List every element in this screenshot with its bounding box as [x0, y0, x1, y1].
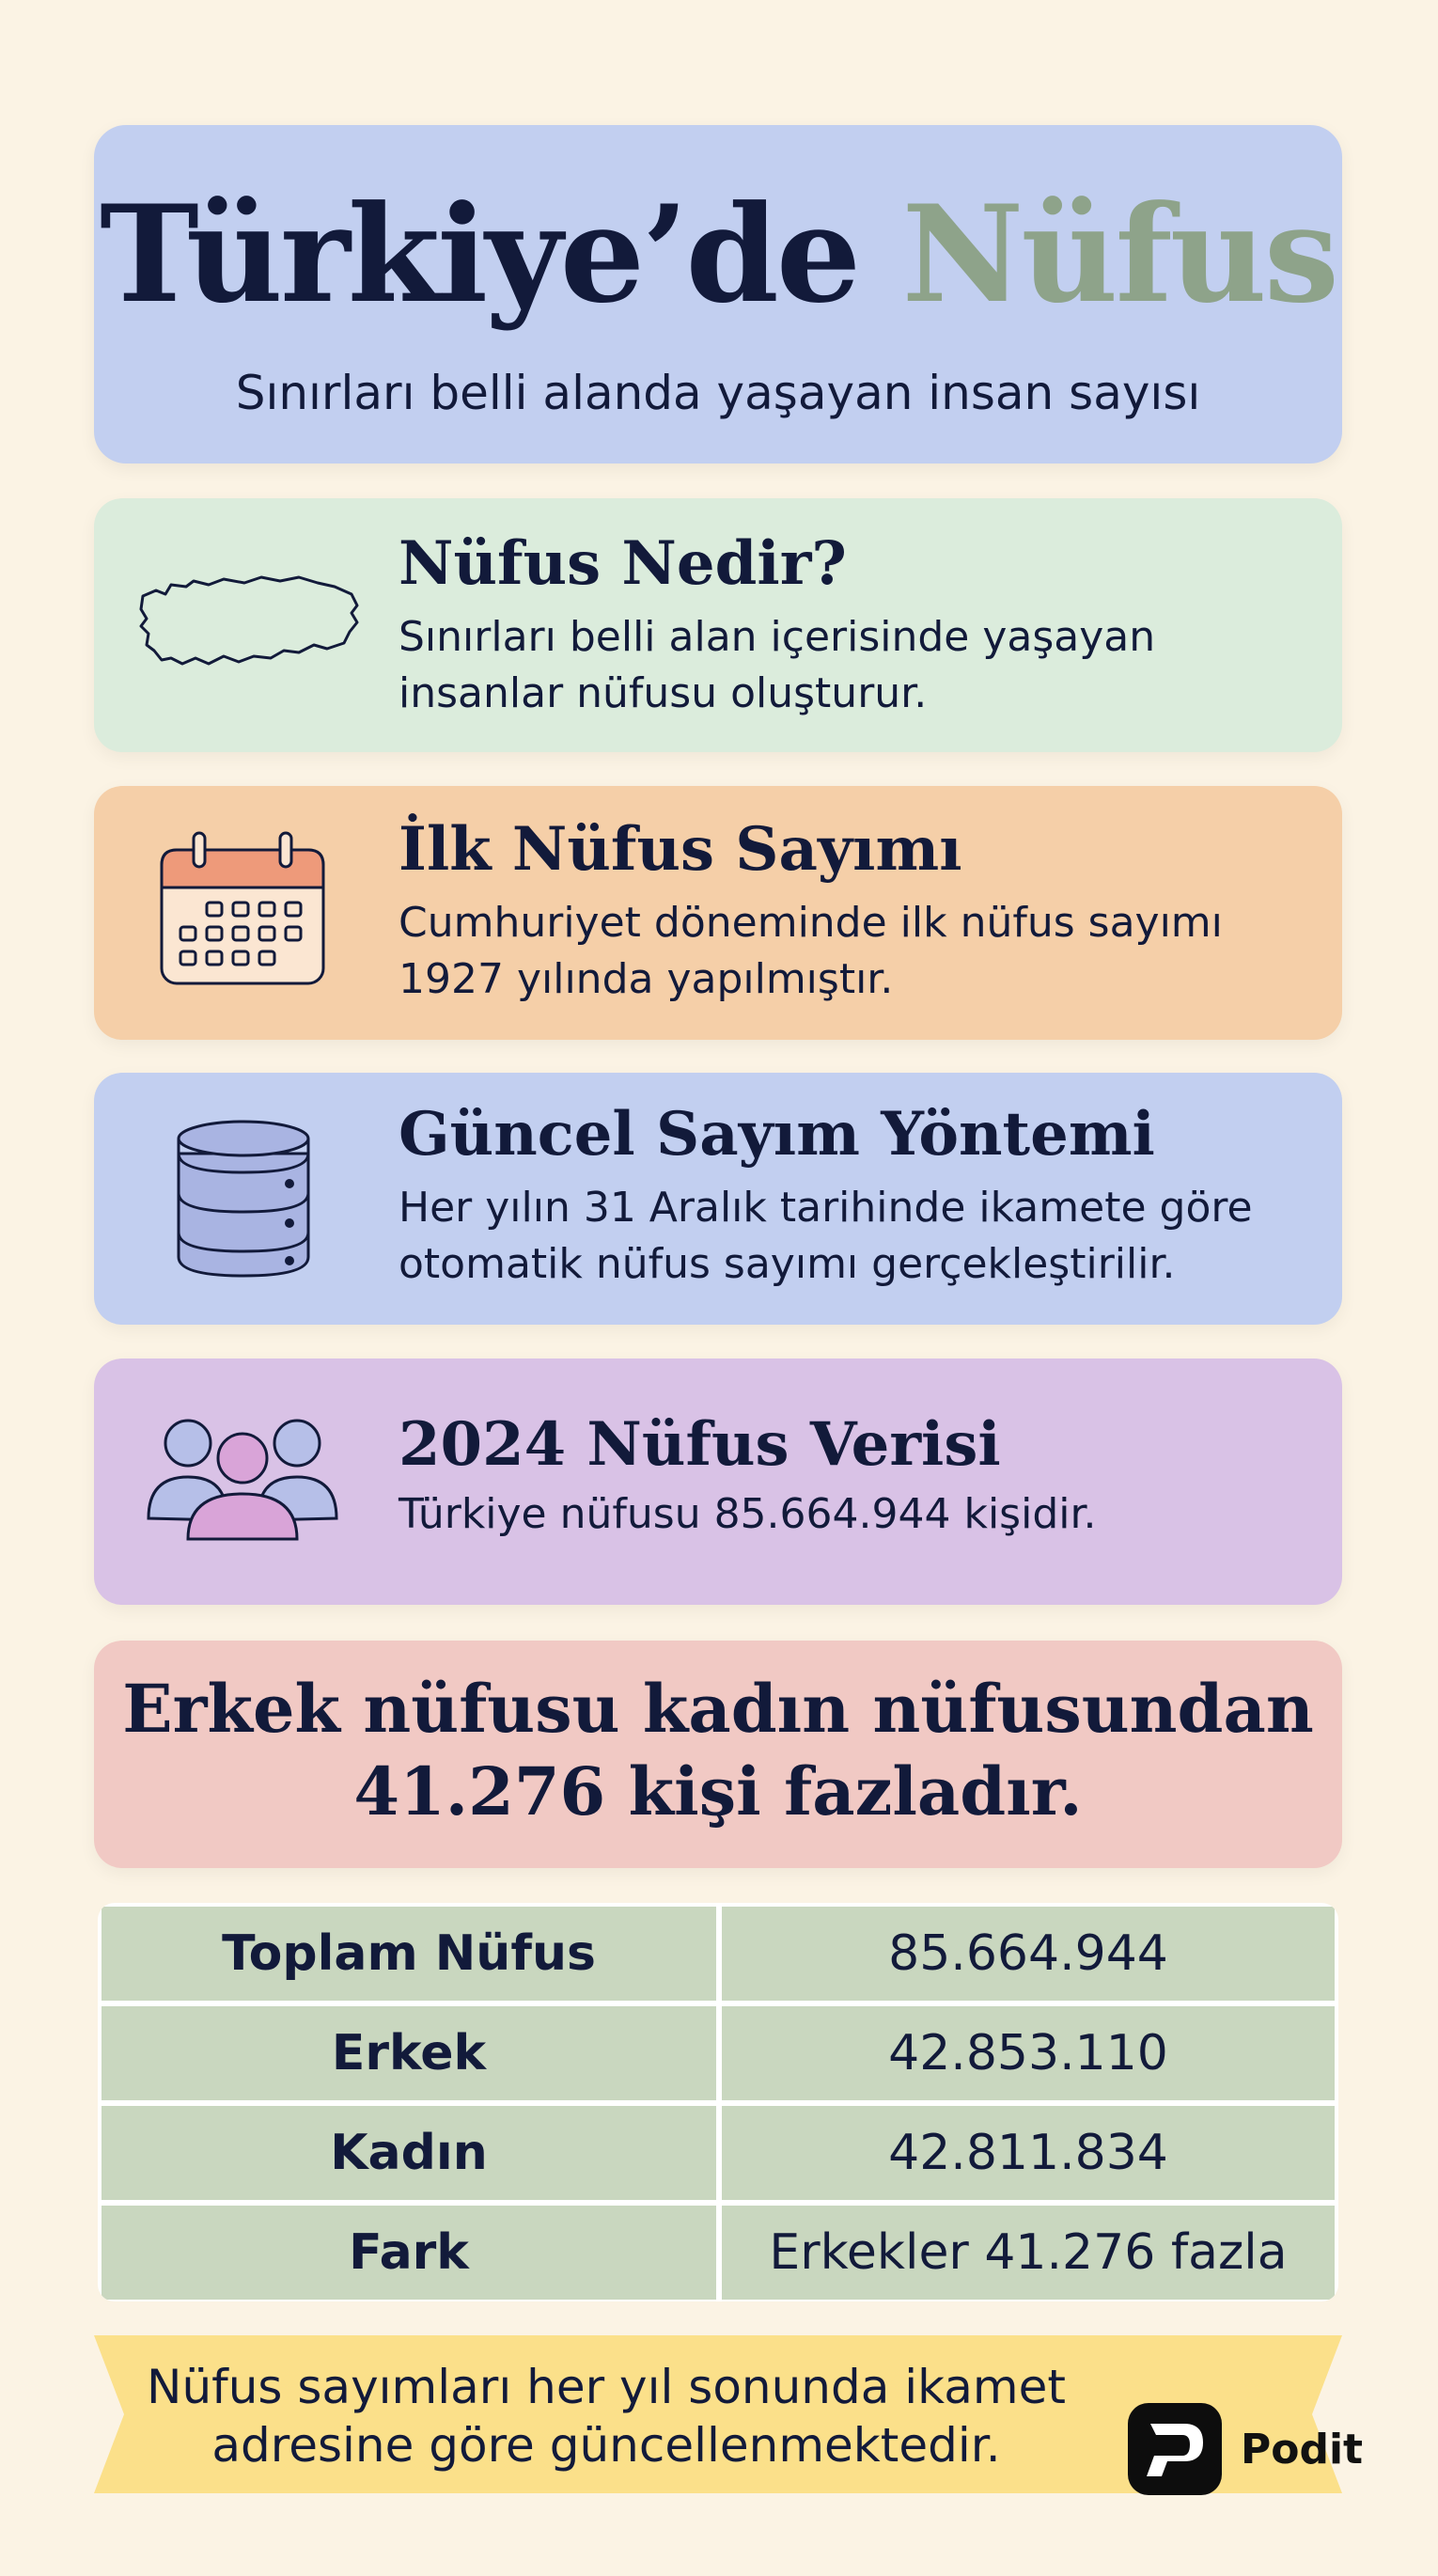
card-text-line: 1927 yılında yapılmıştır.	[399, 955, 894, 1003]
population-table	[98, 1903, 1338, 2301]
table-cell-value: 85.664.944	[722, 1907, 1335, 2001]
table-cell-value: 42.811.834	[722, 2106, 1335, 2200]
highlight-line: Erkek nüfusu kadın nüfusundan	[122, 1670, 1314, 1748]
highlight-line: 41.276 kişi fazladır.	[353, 1752, 1083, 1830]
podit-logo-icon	[1128, 2403, 1222, 2495]
footer-line: Nüfus sayımları her yıl sonunda ikamet	[147, 2360, 1066, 2414]
podit-logo	[1128, 2403, 1222, 2495]
card-ilk-nufus-sayimi	[94, 786, 1342, 1040]
card-title: Nüfus Nedir?	[399, 528, 847, 599]
table-cell-label: Erkek	[102, 2006, 716, 2100]
card-text-line: Cumhuriyet döneminde ilk nüfus sayımı	[399, 899, 1223, 947]
table-row	[102, 2206, 1335, 2300]
card-nufus-nedir	[94, 498, 1342, 752]
table-cell-label: Fark	[102, 2206, 716, 2300]
card-text-line: otomatik nüfus sayımı gerçekleştirilir.	[399, 1240, 1176, 1288]
card-text-line: Sınırları belli alan içerisinde yaşayan	[399, 613, 1156, 661]
card-title: İlk Nüfus Sayımı	[399, 814, 962, 885]
database-icon	[173, 1116, 314, 1281]
page-subtitle: Sınırları belli alanda yaşayan insan sayısı	[235, 366, 1201, 420]
card-guncel-sayim-yontemi	[94, 1073, 1342, 1325]
table-row	[102, 2106, 1335, 2200]
footer-line: adresine göre güncellenmektedir.	[211, 2418, 1001, 2473]
card-text-line: insanlar nüfusu oluşturur.	[399, 669, 928, 717]
table-row	[102, 2006, 1335, 2100]
highlight-card	[94, 1641, 1342, 1868]
table-cell-value: 42.853.110	[722, 2006, 1335, 2100]
calendar-icon	[158, 829, 327, 989]
turkey-map-icon	[133, 566, 368, 679]
card-text-line: Her yılın 31 Aralık tarihinde ikamete göre	[399, 1184, 1253, 1232]
page-title	[94, 170, 1342, 339]
table-row	[102, 1907, 1335, 2001]
brand-name: Podit	[1241, 2426, 1364, 2474]
people-group-icon	[143, 1415, 342, 1543]
header-card	[94, 125, 1342, 463]
table-cell-label: Toplam Nüfus	[102, 1907, 716, 2001]
card-text-line: Türkiye nüfusu 85.664.944 kişidir.	[399, 1490, 1097, 1538]
card-title: 2024 Nüfus Verisi	[399, 1409, 1001, 1480]
table-cell-value: Erkekler 41.276 fazla	[722, 2206, 1335, 2300]
title-part-nufus: Nüfus	[901, 177, 1336, 333]
table-cell-label: Kadın	[102, 2106, 716, 2200]
card-title: Güncel Sayım Yöntemi	[399, 1099, 1155, 1170]
title-part-turkiye: Türkiye’de	[100, 177, 859, 333]
card-2024-nufus-verisi	[94, 1359, 1342, 1605]
